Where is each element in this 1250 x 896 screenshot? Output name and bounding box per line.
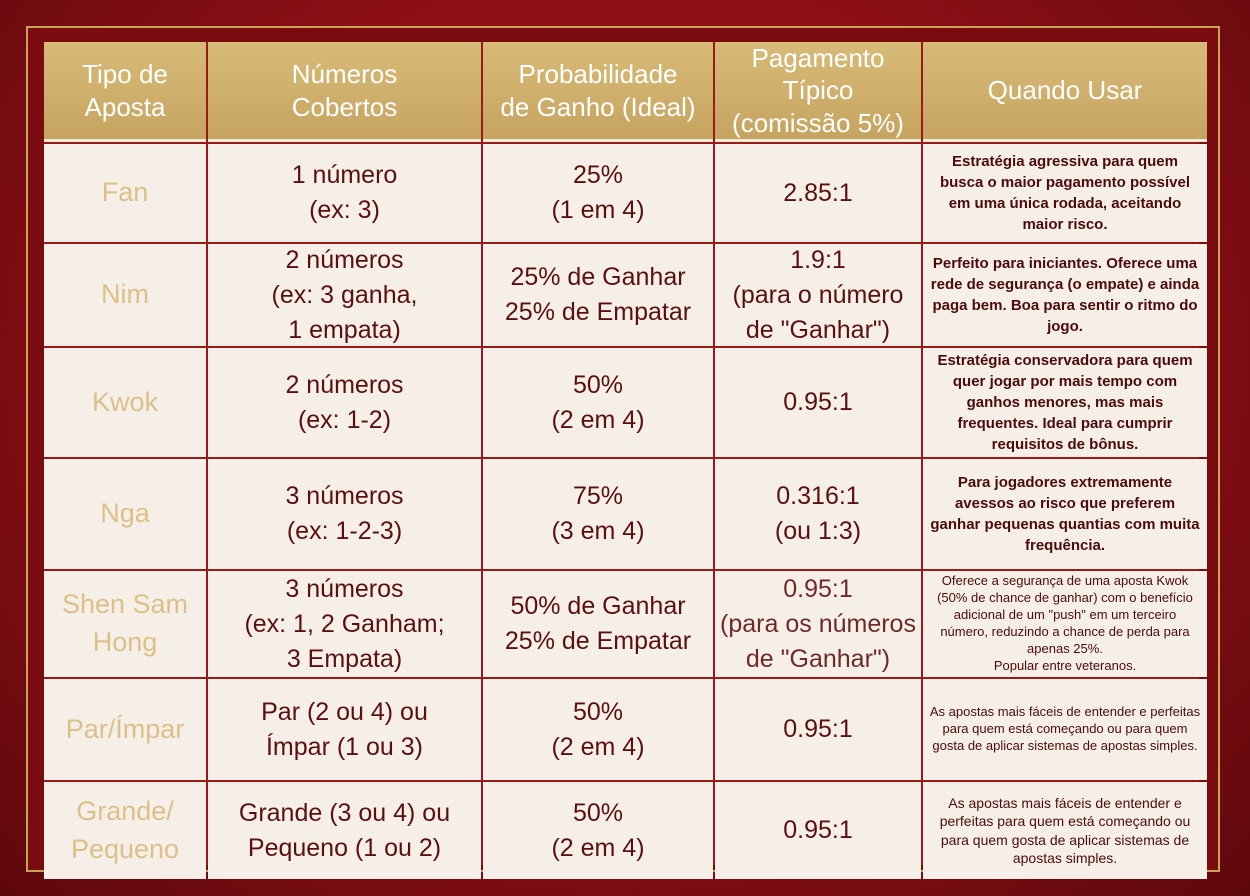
row-shen-sam-hong-usage <box>923 571 1207 677</box>
row-grande-pequeno-payout <box>715 782 921 879</box>
row-nim-probability <box>483 244 713 346</box>
usage-text: As apostas mais fáceis de entender e perfeitas para quem está começando ou para quem gosta de aplicar sistemas de apostas simples. <box>939 795 1191 866</box>
probability-text: 25% (1 em 4) <box>551 161 645 224</box>
numbers-covered-text: 2 números (ex: 1-2) <box>285 370 404 434</box>
row-par-impar-payout <box>715 679 921 780</box>
probability-text: 50% de Ganhar 25% de Empatar <box>504 592 692 655</box>
header-label: Probabilidade de Ganho (Ideal) <box>500 59 696 122</box>
header-numbers-covered <box>208 42 481 142</box>
header-typical-payout <box>715 42 921 142</box>
payout-text: 0.95:1 (para os números de "Ganhar") <box>720 574 916 673</box>
row-par-impar-type <box>44 679 206 780</box>
row-kwok-usage <box>923 348 1207 457</box>
bet-type-label: Nim <box>101 279 149 310</box>
payout-text: 0.95:1 <box>783 816 853 844</box>
bet-type-label: Shen Sam Hong <box>61 589 189 657</box>
row-nim-numbers <box>208 244 481 346</box>
row-nga-type <box>44 459 206 569</box>
row-kwok-payout <box>715 348 921 457</box>
row-shen-sam-hong-numbers <box>208 571 481 677</box>
row-par-impar-probability <box>483 679 713 780</box>
probability-text: 50% (2 em 4) <box>551 370 645 434</box>
numbers-covered-text: 1 número (ex: 3) <box>291 161 398 224</box>
row-par-impar-numbers <box>208 679 481 780</box>
usage-text: As apostas mais fáceis de entender e perfeitas para quem está começando ou para quem gosta de aplicar sistemas de apostas simples. <box>929 704 1201 753</box>
bet-type-label: Kwok <box>91 386 159 417</box>
bet-type-label: Par/Ímpar <box>65 713 185 744</box>
bet-type-label: Fan <box>101 177 149 208</box>
row-fan-usage <box>923 144 1207 242</box>
header-bet-type <box>44 42 206 142</box>
probability-text: 50% (2 em 4) <box>551 697 645 761</box>
row-nga-usage <box>923 459 1207 569</box>
row-par-impar-usage <box>923 679 1207 780</box>
header-label: Números Cobertos <box>291 59 398 122</box>
probability-text: 75% (3 em 4) <box>551 482 645 545</box>
payout-text: 0.316:1 (ou 1:3) <box>774 482 862 545</box>
usage-text: Estratégia agressiva para quem busca o maior pagamento possível em uma única rodada, aceitando maior risco. <box>939 153 1191 233</box>
row-grande-pequeno-usage <box>923 782 1207 879</box>
row-nga-payout <box>715 459 921 569</box>
usage-text: Perfeito para iniciantes. Oferece uma rede de segurança (o empate) e ainda paga bem. Boa para sentir o ritmo do jogo. <box>930 255 1200 335</box>
row-fan-numbers <box>208 144 481 242</box>
row-nim-usage <box>923 244 1207 346</box>
header-win-probability <box>483 42 713 142</box>
header-label: Pagamento Típico (comissão 5%) <box>732 42 904 138</box>
row-kwok-numbers <box>208 348 481 457</box>
probability-text: 25% de Ganhar 25% de Empatar <box>504 263 692 326</box>
row-fan-probability <box>483 144 713 242</box>
usage-text: Para jogadores extremamente avessos ao risco que preferem ganhar pequenas quantias com muita frequência. <box>930 474 1200 554</box>
row-shen-sam-hong-probability <box>483 571 713 677</box>
row-grande-pequeno-type <box>44 782 206 879</box>
payout-text: 0.95:1 <box>783 715 853 743</box>
numbers-covered-text: Grande (3 ou 4) ou Pequeno (1 ou 2) <box>238 798 451 862</box>
header-when-to-use <box>923 42 1207 142</box>
row-kwok-probability <box>483 348 713 457</box>
row-nga-numbers <box>208 459 481 569</box>
payout-text: 2.85:1 <box>783 178 853 207</box>
numbers-covered-text: 3 números (ex: 1, 2 Ganham; 3 Empata) <box>244 574 445 673</box>
row-nim-type <box>44 244 206 346</box>
bet-type-label: Grande/ Pequeno <box>70 795 180 864</box>
row-kwok-type <box>44 348 206 457</box>
probability-text: 50% (2 em 4) <box>551 798 645 862</box>
usage-text: Estratégia conservadora para quem quer jogar por mais tempo com ganhos menores, mas mais frequentes. Ideal para cumprir requisitos de bônus. <box>937 352 1193 453</box>
payout-text: 0.95:1 <box>783 388 853 416</box>
bet-types-table <box>44 42 1199 865</box>
row-grande-pequeno-numbers <box>208 782 481 879</box>
row-nim-payout <box>715 244 921 346</box>
numbers-covered-text: 3 números (ex: 1-2-3) <box>285 482 404 545</box>
payout-text: 1.9:1 (para o número de "Ganhar") <box>732 245 904 344</box>
header-label: Quando Usar <box>987 75 1143 106</box>
bet-type-label: Nga <box>100 498 150 529</box>
row-fan-type <box>44 144 206 242</box>
numbers-covered-text: 2 números (ex: 3 ganha, 1 empata) <box>271 245 418 344</box>
numbers-covered-text: Par (2 ou 4) ou Ímpar (1 ou 3) <box>261 697 428 761</box>
row-shen-sam-hong-payout <box>715 571 921 677</box>
row-grande-pequeno-probability <box>483 782 713 879</box>
row-fan-payout <box>715 144 921 242</box>
header-label: Tipo de Aposta <box>82 59 168 122</box>
usage-text: Oferece a segurança de uma aposta Kwok (50% de chance de ganhar) com o benefício adicional de um "push" em um terceiro número, reduzindo a chance de perda para apenas 25%. Popular entre veteranos. <box>937 573 1193 673</box>
row-nga-probability <box>483 459 713 569</box>
row-shen-sam-hong-type <box>44 571 206 677</box>
